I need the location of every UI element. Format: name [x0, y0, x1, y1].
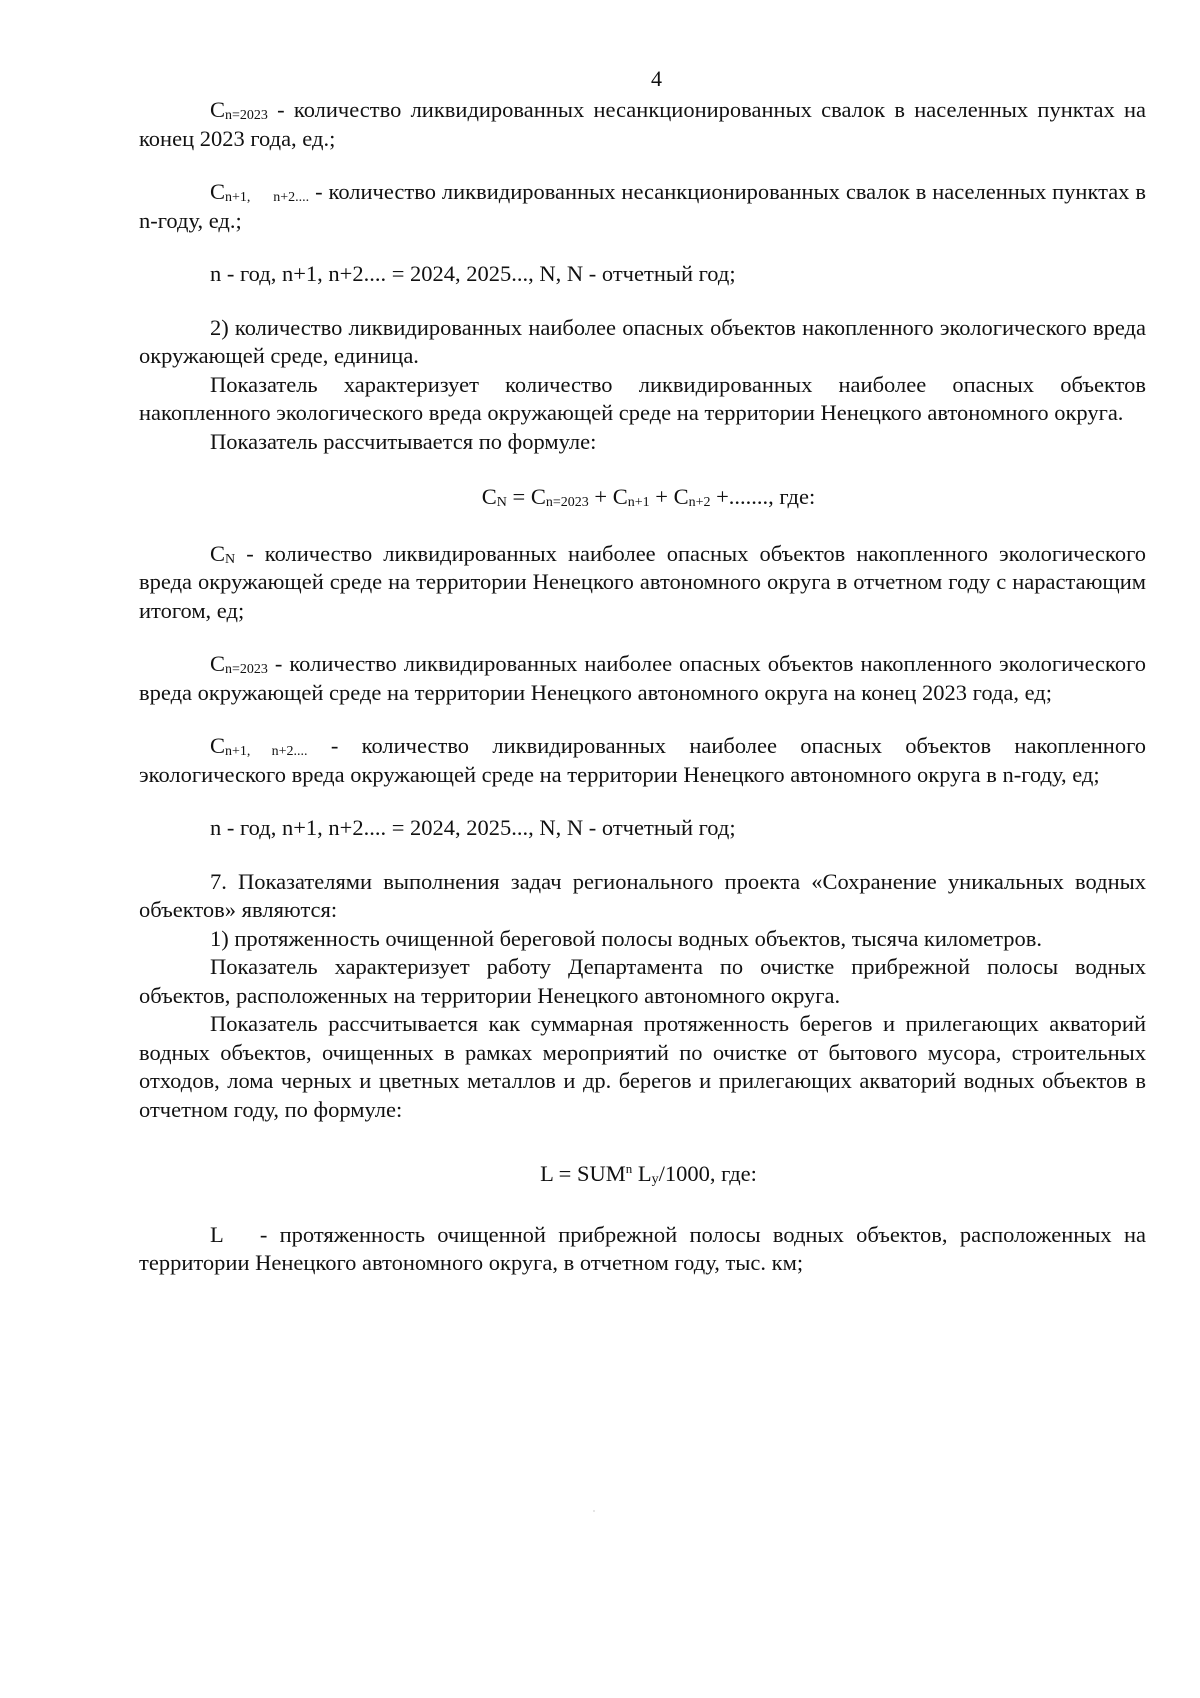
- variable-subscript: n=2023: [225, 108, 268, 123]
- indicator-2-title: 2) количество ликвидированных наиболее опасных объектов накопленного экологического вреда окружающей среде, единица.: [139, 314, 1146, 368]
- indicator-7-1-characterizes: Показатель характеризует работу Департамента по очистке прибрежной полосы водных объектов, расположенных на территории Ненецкого автономного округа.: [139, 954, 1146, 1008]
- scan-artifact: [593, 1510, 595, 1512]
- definition-text: - количество ликвидированных наиболее опасных объектов накопленного экологического вреда окружающей среде на территории Ненецкого автономного округа в отчетном году с нарастающим итогом, ед;: [139, 540, 1146, 623]
- section-7-title: 7. Показателями выполнения задач регионального проекта «Сохранение уникальных водных объектов» являются:: [139, 868, 1146, 922]
- variable: C: [210, 651, 226, 676]
- variable-subscript: N: [225, 551, 236, 567]
- year-definition-1: n - год, n+1, n+2.... = 2024, 2025..., N, N - отчетный год;: [210, 261, 736, 286]
- indicator-7-1-calc-desc: Показатель рассчитывается как суммарная протяженность берегов и прилегающих акваторий водных объектов, очищенных в рамках мероприятий по очистке от бытового мусора, строительных отходов, лома черных и цветных металлов и др. берегов и прилегающих акваторий водных объектов в отчетном году, по формуле:: [139, 1011, 1146, 1122]
- variable: C: [210, 733, 226, 758]
- variable-subscript: n+1, n+2....: [225, 744, 308, 759]
- definition-text: - количество ликвидированных несанкционированных свалок в населенных пунктах на конец 2023 года, ед.;: [139, 97, 1146, 151]
- definition-l: [139, 1221, 1152, 1278]
- year-definition-2: n - год, n+1, n+2.... = 2024, 2025..., N, N - отчетный год;: [210, 815, 736, 840]
- definition-text: - протяженность очищенной прибрежной полосы водных объектов, расположенных на территории Ненецкого автономного округа, в отчетном году, тыс. км;: [139, 1221, 1152, 1275]
- definition-c-2023-objects: [139, 650, 1146, 707]
- definition-text: - количество ликвидированных наиболее опасных объектов накопленного экологического вреда окружающей среде на территории Ненецкого автономного округа в n-году, ед;: [139, 733, 1146, 787]
- indicator-2-calc-intro: Показатель рассчитывается по формуле:: [210, 428, 597, 454]
- document-body: [139, 96, 1152, 1278]
- formula-l: $L = SUM^n$ $L_y/1000$, где:: [540, 1161, 757, 1187]
- page-number: 4: [651, 66, 662, 91]
- definition-cn-objects: [139, 540, 1146, 626]
- definition-c-n-dumps: [139, 178, 1146, 235]
- variable: C: [210, 179, 226, 204]
- variable-subscript: n+1, n+2....: [225, 190, 310, 205]
- definition-text: - количество ликвидированных несанкционированных свалок в населенных пунктах в n-году, ед.;: [139, 179, 1146, 233]
- indicator-2-characterizes: Показатель характеризует количество ликвидированных наиболее опасных объектов накопленного экологического вреда окружающей среде на территории Ненецкого автономного округа.: [139, 371, 1146, 425]
- indicator-7-1-title: 1) протяженность очищенной береговой полосы водных объектов, тысяча километров.: [210, 925, 1043, 951]
- variable: C: [210, 97, 226, 122]
- definition-c-n-objects: [139, 732, 1146, 789]
- definition-c-2023-dumps: [139, 96, 1146, 153]
- variable: C: [210, 540, 226, 566]
- variable: L: [210, 1221, 223, 1247]
- formula-cn: $C_N = C_{n=2023} + C_{n+1} + C_{n+2}$ +......., где:: [481, 484, 816, 510]
- definition-text: - количество ликвидированных наиболее опасных объектов накопленного экологического вреда окружающей среде на территории Ненецкого автономного округа на конец 2023 года, ед;: [139, 651, 1146, 705]
- variable-subscript: n=2023: [225, 662, 268, 677]
